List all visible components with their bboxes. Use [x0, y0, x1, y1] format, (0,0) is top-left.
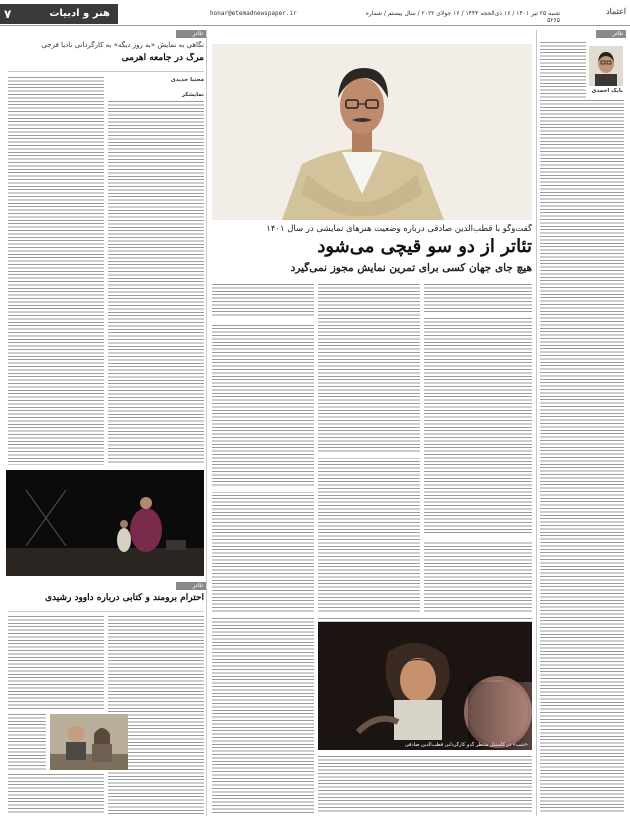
left-kicker: نگاهی به نمایش «به روز دیگه» به کارگردانی نادیا فرجی	[41, 41, 204, 49]
left-second-text-col-1	[8, 616, 104, 710]
left-article-text-col-1	[8, 77, 104, 465]
main-text-col-2	[318, 284, 420, 614]
section-title: هنر و ادبیات	[49, 8, 110, 19]
portrait-illustration	[212, 44, 532, 220]
left-article-text-col-2	[108, 101, 204, 465]
issue-date-line: شنبه ۲۵ تیر ۱۴۰۱ / ۱۶ ذی‌الحجه ۱۴۴۳ / ۱۶ جولای ۲۰۲۲ / سال بیستم / شماره ۵۲۶۵	[365, 10, 560, 24]
main-subheadline: هیچ جای جهان کسی برای تمرین نمایش مجوز نمی‌گیرد	[290, 262, 532, 274]
left-section-label: تئاتر	[176, 30, 206, 38]
main-kicker: گفت‌وگو با قطب‌الدین صادقی درباره وضعیت هنرهای نمایشی در سال ۱۴۰۱	[266, 224, 532, 234]
main-headline: تئاتر از دو سو قیچی می‌شود	[317, 236, 532, 257]
main-text-col-3	[424, 284, 532, 614]
newspaper-logo: اعتماد	[605, 6, 626, 16]
stage-photo	[6, 470, 204, 576]
main-text-col-1	[212, 284, 314, 614]
subhead-gap	[424, 312, 532, 318]
right-text-intro	[540, 42, 586, 98]
author-avatar	[589, 46, 623, 86]
left-second-text-col-1b	[8, 774, 104, 814]
subhead-gap	[212, 486, 314, 492]
column-separator	[206, 30, 207, 816]
headline-divider	[8, 71, 204, 72]
couple-photo-illustration	[50, 714, 128, 770]
left-byline: مجتبا حدیدی	[170, 77, 204, 83]
subhead-gap	[424, 534, 532, 540]
actor-photo-caption: «شب» در کاستیل منتظر گدو کارگردانی قطب‌الدین صادقی	[404, 742, 528, 748]
left-second-text-wrap	[8, 714, 46, 770]
rashidi-broumand-photo	[50, 714, 128, 770]
headline-divider	[8, 611, 204, 612]
right-section-label: تئاتر	[596, 30, 626, 38]
page-number: ۷	[4, 7, 12, 21]
section-email: honar@etemadnewspaper.ir	[210, 10, 297, 17]
sadeghi-portrait-photo	[212, 44, 532, 220]
left-section-label-2: تئاتر	[176, 582, 206, 590]
column-separator	[536, 30, 537, 816]
subhead-gap	[212, 318, 314, 324]
author-name: بابک احمدی	[591, 88, 623, 94]
stage-photo-illustration	[6, 470, 204, 576]
page-header	[0, 0, 630, 26]
main-text-col-1-lower	[212, 618, 314, 814]
actor-stage-photo	[318, 622, 532, 750]
author-avatar-illustration	[589, 46, 623, 86]
left-second-headline: احترام برومند و کتابی درباره داوود رشیدی	[44, 593, 204, 603]
left-byline-note: نمایشگر	[181, 92, 204, 98]
left-headline: مرگ در جامعه اهرمی	[121, 53, 204, 63]
main-text-bottom	[318, 756, 532, 814]
right-column-text	[540, 100, 624, 814]
subhead-gap	[318, 452, 420, 458]
actor-photo-illustration	[318, 622, 532, 750]
